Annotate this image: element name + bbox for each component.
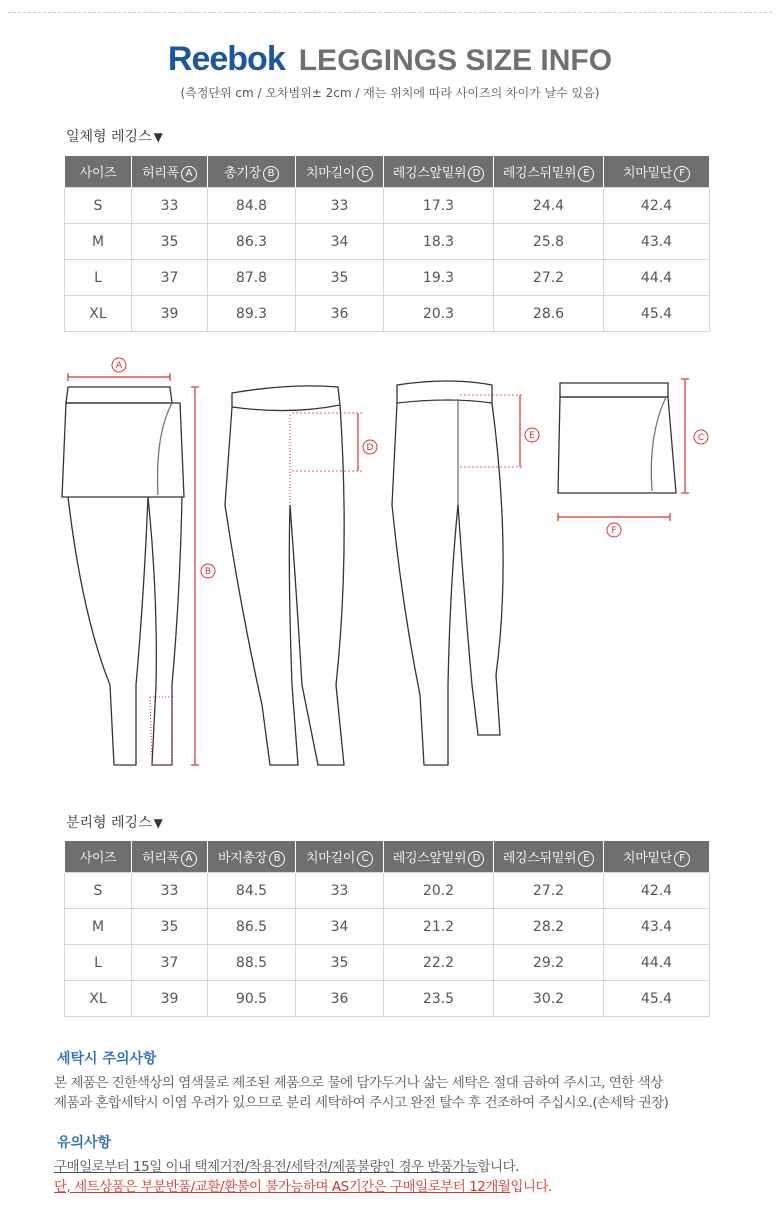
- measurement-cell: 36: [296, 981, 384, 1017]
- column-header: [65, 841, 132, 873]
- circled-letter-icon: F: [674, 166, 690, 182]
- size-table-onepiece: [64, 155, 710, 332]
- skirt-figure: [558, 383, 676, 493]
- measurement-cell: 29.2: [494, 945, 604, 981]
- label-c-icon: [694, 430, 708, 444]
- size-cell: L: [65, 260, 132, 296]
- circled-letter-icon: A: [181, 166, 197, 182]
- caution-notice-title: 유의사항: [57, 1135, 112, 1151]
- label-d-icon: [363, 440, 377, 454]
- measurement-cell: 33: [132, 188, 208, 224]
- column-header: [132, 156, 208, 188]
- label-c: C: [697, 433, 705, 443]
- table-row: [65, 188, 710, 224]
- measurement-cell: 43.4: [604, 909, 710, 945]
- label-e-icon: [525, 428, 539, 442]
- table-row: [65, 981, 710, 1017]
- measurement-cell: 23.5: [384, 981, 494, 1017]
- column-header-label: 사이즈: [79, 166, 117, 181]
- measurement-cell: 87.8: [208, 260, 296, 296]
- table-header-row: [65, 841, 710, 873]
- measurement-cell: 42.4: [604, 873, 710, 909]
- measurement-cell: 35: [132, 909, 208, 945]
- column-header-label: 레깅스뒤밑위: [502, 850, 577, 866]
- measurement-cell: 35: [296, 945, 384, 981]
- circled-letter-icon: C: [357, 166, 373, 182]
- measurement-cell: 33: [296, 873, 384, 909]
- onepiece-front-figure: [62, 387, 184, 765]
- measurement-cell: 28.2: [494, 909, 604, 945]
- column-header: [132, 841, 208, 873]
- measurement-cell: 18.3: [384, 224, 494, 260]
- caution-line-1: [54, 1157, 519, 1177]
- column-header: [384, 841, 494, 873]
- top-dashed-divider: [8, 12, 772, 13]
- column-header-label: 총기장: [224, 165, 261, 181]
- column-header-label: 사이즈: [79, 851, 117, 866]
- column-header-label: 허리폭: [142, 165, 179, 181]
- wash-notice-line-2: 제품과 혼합세탁시 이염 우려가 있으므로 분리 세탁하여 주시고 완전 탈수 후 건조하여 주십시오.(손세탁 권장): [54, 1095, 669, 1111]
- measurement-cell: 33: [132, 873, 208, 909]
- column-header-label: 바지총장: [217, 850, 268, 866]
- circled-letter-icon: B: [269, 851, 285, 867]
- column-header: [384, 156, 494, 188]
- measurement-cell: 84.8: [208, 188, 296, 224]
- caution-line-1-rest: 합니다.: [477, 1159, 519, 1175]
- column-header-label: 치마밑단: [622, 165, 673, 181]
- column-header: [296, 841, 384, 873]
- circled-letter-icon: E: [578, 851, 594, 867]
- column-header: [604, 841, 710, 873]
- label-e: E: [529, 431, 535, 441]
- measurement-cell: 45.4: [604, 981, 710, 1017]
- measurement-cell: 30.2: [494, 981, 604, 1017]
- column-header: [208, 841, 296, 873]
- column-header: [296, 156, 384, 188]
- measurement-cell: 44.4: [604, 945, 710, 981]
- measurement-cell: 88.5: [208, 945, 296, 981]
- column-header: [494, 156, 604, 188]
- column-header-label: 레깅스뒤밑위: [502, 165, 577, 181]
- measurement-cell: 43.4: [604, 224, 710, 260]
- brand-logo: Reebok: [167, 40, 285, 78]
- label-d: D: [366, 443, 374, 453]
- measurement-cell: 17.3: [384, 188, 494, 224]
- leggings-front-figure: [225, 386, 344, 765]
- size-cell: M: [65, 224, 132, 260]
- section-label-separate: [66, 812, 163, 832]
- column-header: [208, 156, 296, 188]
- measurement-cell: 33: [296, 188, 384, 224]
- circled-letter-icon: A: [181, 851, 197, 867]
- size-cell: XL: [65, 981, 132, 1017]
- measurement-cell: 34: [296, 909, 384, 945]
- size-cell: S: [65, 873, 132, 909]
- measurement-cell: 44.4: [604, 260, 710, 296]
- measurement-cell: 20.3: [384, 296, 494, 332]
- table-row: [65, 945, 710, 981]
- column-header-label: 치마길이: [305, 165, 356, 181]
- column-header-label: 레깅스앞밑위: [392, 850, 467, 866]
- size-table-separate: [64, 840, 710, 1017]
- table-row: [65, 909, 710, 945]
- table-header-row: [65, 156, 710, 188]
- label-b-icon: [201, 564, 215, 578]
- label-f: F: [611, 526, 617, 536]
- measurement-cell: 24.4: [494, 188, 604, 224]
- circled-letter-icon: E: [578, 166, 594, 182]
- section-label-text: 분리형 레깅스: [66, 815, 152, 831]
- column-header: [604, 156, 710, 188]
- measurement-cell: 90.5: [208, 981, 296, 1017]
- caution-line-2: [54, 1177, 552, 1197]
- label-a: A: [115, 361, 123, 371]
- measurement-cell: 37: [132, 260, 208, 296]
- measurement-cell: 21.2: [384, 909, 494, 945]
- wash-notice-line-1: 본 제품은 진한색상의 염색물로 제조된 제품으로 물에 담가두거나 삶는 세탁은 절대 금하여 주시고, 연한 색상: [54, 1075, 663, 1091]
- measurement-cell: 39: [132, 296, 208, 332]
- column-header-label: 허리폭: [142, 850, 179, 866]
- measurement-cell: 84.5: [208, 873, 296, 909]
- measurement-cell: 22.2: [384, 945, 494, 981]
- measurement-cell: 20.2: [384, 873, 494, 909]
- down-triangle-icon: ▼: [153, 130, 163, 144]
- size-cell: XL: [65, 296, 132, 332]
- measurement-cell: 89.3: [208, 296, 296, 332]
- section-label-text: 일체형 레깅스: [66, 129, 152, 145]
- size-cell: S: [65, 188, 132, 224]
- circled-letter-icon: B: [263, 166, 279, 182]
- measurement-cell: 37: [132, 945, 208, 981]
- section-label-onepiece: [66, 126, 163, 146]
- caution-line-2-rest: 입니다.: [510, 1179, 552, 1195]
- table-row: [65, 873, 710, 909]
- label-f-icon: [607, 523, 621, 537]
- table-row: [65, 260, 710, 296]
- column-header: [494, 841, 604, 873]
- circled-letter-icon: D: [468, 851, 484, 867]
- circled-letter-icon: D: [468, 166, 484, 182]
- circled-letter-icon: C: [357, 851, 373, 867]
- measurement-cell: 27.2: [494, 873, 604, 909]
- page-header: [0, 40, 780, 79]
- measurement-cell: 27.2: [494, 260, 604, 296]
- measurement-cell: 25.8: [494, 224, 604, 260]
- measurement-cell: 39: [132, 981, 208, 1017]
- measurement-cell: 86.3: [208, 224, 296, 260]
- measurement-cell: 45.4: [604, 296, 710, 332]
- measurement-cell: 19.3: [384, 260, 494, 296]
- table-row: [65, 224, 710, 260]
- wash-notice-title: 세탁시 주의사항: [57, 1051, 157, 1067]
- label-b: B: [204, 567, 212, 577]
- page-subtitle: (측정단위 cm / 오차범위± 2cm / 재는 위치에 따라 사이즈의 차이가 날수 있음): [180, 86, 600, 100]
- measurement-cell: 42.4: [604, 188, 710, 224]
- circled-letter-icon: F: [674, 851, 690, 867]
- measurement-cell: 35: [296, 260, 384, 296]
- label-a-icon: [112, 358, 126, 372]
- size-cell: L: [65, 945, 132, 981]
- measurement-cell: 28.6: [494, 296, 604, 332]
- measurement-cell: 36: [296, 296, 384, 332]
- page-title: LEGGINGS SIZE INFO: [298, 44, 613, 77]
- caution-line-1-underlined: 구매일로부터 15일 이내 택제거전/착용전/세탁전/제품불량인 경우 반품가능: [54, 1159, 478, 1175]
- column-header-label: 치마밑단: [622, 850, 673, 866]
- down-triangle-icon: ▼: [153, 816, 163, 830]
- table-row: [65, 296, 710, 332]
- measurement-cell: 86.5: [208, 909, 296, 945]
- column-header: [65, 156, 132, 188]
- caution-line-2-underlined: 단, 세트상품은 부분반품/교환/환불이 불가능하며 AS기간은 구매일로부터 12개월: [54, 1179, 511, 1195]
- column-header-label: 레깅스앞밑위: [392, 165, 467, 181]
- leggings-diagram: [40, 355, 740, 775]
- size-cell: M: [65, 909, 132, 945]
- measurement-cell: 34: [296, 224, 384, 260]
- leggings-back-figure: [392, 381, 503, 765]
- column-header-label: 치마길이: [305, 850, 356, 866]
- measurement-cell: 35: [132, 224, 208, 260]
